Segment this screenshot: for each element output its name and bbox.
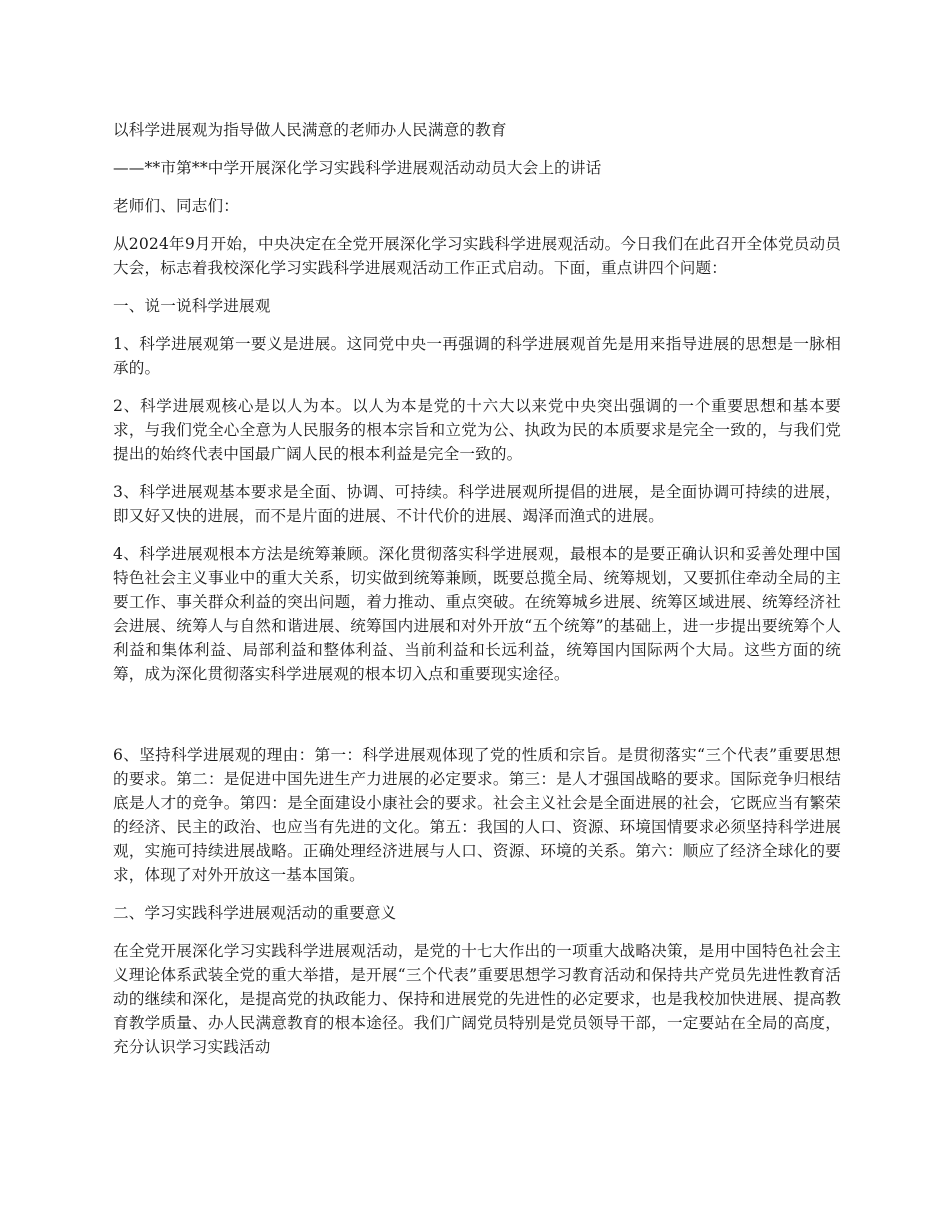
paragraph-point-4: 4、科学进展观根本方法是统筹兼顾。深化贯彻落实科学进展观，最根本的是要正确认识和妥善处理中国特色社会主义事业中的重大关系，切实做到统筹兼顾，既要总揽全局、统筹规划，又要抓住牵动全局的主要工作、事关群众利益的突出问题，着力推动、重点突破。在统筹城乡进展、统筹区域进展、统筹经济社会进展、统筹人与自然和谐进展、统筹国内进展和对外开放“五个统筹”的基础上，进一步提出要统筹个人利益和集体利益、局部利益和整体利益、当前利益和长远利益，统筹国内国际两个大局。这些方面的统筹，成为深化贯彻落实科学进展观的根本切入点和重要现实途径。 [113,545,841,683]
paragraph-point-6: 6、坚持科学进展观的理由：第一：科学进展观体现了党的性质和宗旨。是贯彻落实“三个代表”重要思想的要求。第二：是促进中国先进生产力进展的必定要求。第三：是人才强国战略的要求。国际竞争归根结底是人才的竞争。第四：是全面建设小康社会的要求。社会主义社会是全面进展的社会，它既应当有繁荣的经济、民主的政治、也应当有先进的文化。第五：我国的人口、资源、环境国情要求必须坚持科学进展观，实施可持续进展战略。正确处理经济进展与人口、资源、环境的关系。第六：顺应了经济全球化的要求，体现了对外开放这一基本国策。 [113,746,841,884]
document-subtitle: ——**市第**中学开展深化学习实践科学进展观活动动员大会上的讲话 [113,159,602,177]
document-page [113,118,841,1059]
paragraph-point-2: 2、科学进展观核心是以人为本。以人为本是党的十六大以来党中央突出强调的一个重要思想和基本要求，与我们党全心全意为人民服务的根本宗旨和立党为公、执政为民的本质要求是完全一致的，与我们党提出的始终代表中国最广阔人民的根本利益是完全一致的。 [113,397,841,463]
paragraph-point-3: 3、科学进展观基本要求是全面、协调、可持续。科学进展观所提倡的进展，是全面协调可持续的进展，即又好又快的进展，而不是片面的进展、不计代价的进展、竭泽而渔式的进展。 [113,483,841,525]
paragraph-significance: 在全党开展深化学习实践科学进展观活动，是党的十七大作出的一项重大战略决策，是用中国特色社会主义理论体系武装全党的重大举措，是开展“三个代表”重要思想学习教育活动和保持共产党员先进性教育活动的继续和深化，是提高党的执政能力、保持和进展党的先进性的必定要求，也是我校加快进展、提高教育教学质量、办人民满意教育的根本途径。我们广阔党员特别是党员领导干部，一定要站在全局的高度，充分认识学习实践活动 [113,942,841,1056]
section-heading-1: 一、说一说科学进展观 [113,297,271,315]
intro-paragraph: 从2024年9月开始，中央决定在全党开展深化学习实践科学进展观活动。今日我们在此召开全体党员动员大会，标志着我校深化学习实践科学进展观活动工作正式启动。下面，重点讲四个问题： [113,235,841,277]
section-heading-2: 二、学习实践科学进展观活动的重要意义 [113,904,397,922]
paragraph-point-1: 1、科学进展观第一要义是进展。这同党中央一再强调的科学进展观首先是用来指导进展的思想是一脉相承的。 [113,335,841,377]
salutation: 老师们、同志们： [113,197,239,215]
document-title: 以科学进展观为指导做人民满意的老师办人民满意的教育 [113,121,507,139]
